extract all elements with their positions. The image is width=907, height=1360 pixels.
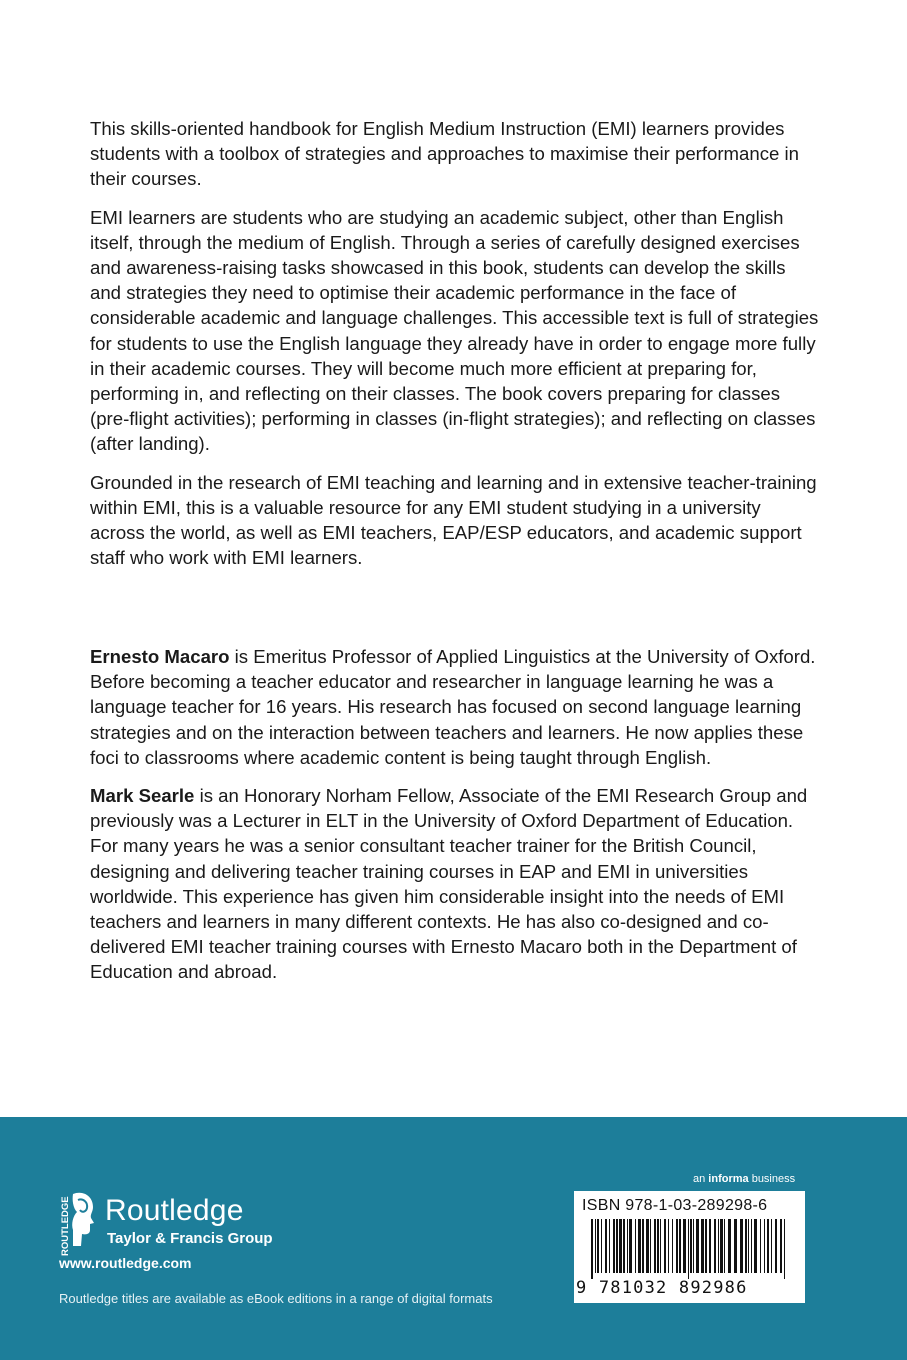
- barcode-bar: [650, 1219, 651, 1273]
- barcode-bar: [714, 1219, 716, 1273]
- barcode-bar: [696, 1219, 699, 1273]
- book-description: [90, 116, 820, 583]
- barcode-bar: [676, 1219, 678, 1273]
- barcode-bar: [679, 1219, 681, 1273]
- logo-vertical-text: ROUTLEDGE: [60, 1196, 71, 1256]
- author-bio: [90, 644, 820, 770]
- barcode-bar: [627, 1219, 628, 1273]
- barcode-bar: [654, 1219, 656, 1273]
- barcode-bar: [764, 1219, 765, 1273]
- informa-tagline: [693, 1173, 795, 1185]
- barcode-bar: [609, 1219, 610, 1273]
- barcode-bar: [601, 1219, 602, 1273]
- barcode-bar: [595, 1219, 596, 1273]
- barcode-bar: [701, 1219, 704, 1273]
- publisher-url: www.routledge.com: [59, 1255, 192, 1271]
- author-bio-text: is an Honorary Norham Fellow, Associate of the EMI Research Group and previously was a Lecturer in ELT in the University of Oxford Department of Education. For many years he was a senior consultant teacher trainer for the British Council, designing and delivering teacher training courses in EAP and EMI in universities worldwide. This experience has given him considerable insight into the needs of EMI teachers and learners in many different contexts. He has also co-designed and co-delivered EMI teacher training courses with Ernesto Macaro both in the Department of Education and abroad.: [90, 785, 808, 983]
- isbn-label: ISBN 978-1-03-289298-6: [582, 1197, 768, 1214]
- barcode-bar: [683, 1219, 686, 1273]
- barcode-bar: [751, 1219, 752, 1273]
- barcode-bar: [709, 1219, 711, 1273]
- barcode-bar: [748, 1219, 749, 1273]
- barcode-bar: [672, 1219, 673, 1273]
- author-bios: [90, 644, 820, 998]
- ebook-note: Routledge titles are available as eBook editions in a range of digital formats: [59, 1291, 493, 1306]
- barcode-bar: [646, 1219, 649, 1273]
- barcode-bar: [635, 1219, 636, 1273]
- author-name: Ernesto Macaro: [90, 646, 230, 667]
- barcode-bar: [629, 1219, 632, 1273]
- publisher-name: Routledge: [105, 1194, 244, 1227]
- barcode-bar: [720, 1219, 723, 1273]
- barcode-bar: [605, 1219, 607, 1273]
- barcode-bar: [718, 1219, 719, 1273]
- barcode-bar: [613, 1219, 615, 1273]
- barcode-bars: [577, 1219, 802, 1279]
- barcode-bar: [657, 1219, 659, 1273]
- barcode-bar: [693, 1219, 694, 1273]
- barcode-bar: [780, 1219, 782, 1273]
- barcode-bar: [638, 1219, 641, 1273]
- barcode-bar: [705, 1219, 707, 1273]
- publisher-group: Taylor & Francis Group: [107, 1230, 273, 1247]
- barcode-bar: [591, 1219, 593, 1279]
- description-paragraph: Grounded in the research of EMI teaching and learning and in extensive teacher-training within EMI, this is a valuable resource for any EMI student studying in a university across the world, as well as EMI teachers, EAP/ESP educators, and academic support staff who work with EMI learners.: [90, 471, 817, 569]
- routledge-head-logo-icon: [59, 1190, 97, 1258]
- publisher-footer: [0, 1117, 907, 1360]
- barcode-bar: [597, 1219, 599, 1273]
- author-name: Mark Searle: [90, 785, 195, 807]
- barcode-bar: [767, 1219, 769, 1273]
- barcode-bar: [660, 1219, 661, 1273]
- informa-brand: informa: [708, 1173, 749, 1185]
- author-bio-text: is Emeritus Professor of Applied Linguistics at the University of Oxford. Before becoming a teacher educator and researcher in language learning he was a language teacher for 16 years. His research has focused on second language learning strategies and on the interaction between teachers and learners. He now applies these foci to classrooms where academic content is being taught through English.: [90, 646, 816, 768]
- barcode-bar: [740, 1219, 743, 1273]
- barcode-bar: [734, 1219, 737, 1273]
- ean-digits: 9 781032 892986: [576, 1278, 748, 1298]
- barcode-bar: [745, 1219, 747, 1273]
- barcode-bar: [619, 1219, 622, 1273]
- author-bio: [90, 783, 820, 985]
- barcode-bar: [623, 1219, 625, 1273]
- barcode-bar: [771, 1219, 772, 1273]
- informa-prefix: an: [693, 1173, 709, 1185]
- barcode-bar: [724, 1219, 725, 1273]
- barcode-bar: [690, 1219, 692, 1273]
- informa-suffix: business: [748, 1173, 796, 1185]
- description-paragraph: This skills-oriented handbook for English Medium Instruction (EMI) learners provides students with a toolbox of strategies and approaches to maximise their performance in their courses.: [90, 118, 800, 190]
- barcode-bar: [664, 1219, 666, 1273]
- barcode-bar: [760, 1219, 761, 1273]
- barcode-bar: [754, 1219, 757, 1273]
- barcode-bar: [642, 1219, 644, 1273]
- barcode-bar: [775, 1219, 777, 1273]
- barcode-bar: [688, 1219, 689, 1279]
- barcode-bar: [728, 1219, 731, 1273]
- description-paragraph: EMI learners are students who are studying an academic subject, other than English itself, through the medium of English. Through a series of carefully designed exercises and awareness-raising tasks showcased in this book, students can develop the skills and strategies they need to optimise their academic performance in the face of considerable academic and language challenges. This accessible text is full of strategies for students to use the English language they already have in order to engage more fully in their academic courses. They will become much more efficient at preparing for, performing in, and reflecting on their classes. The book covers preparing for classes (pre-flight activities); performing in classes (in-flight strategies); and reflecting on classes (after landing).: [90, 206, 819, 455]
- barcode-bar: [784, 1219, 785, 1279]
- barcode-bar: [616, 1219, 618, 1273]
- barcode-bar: [668, 1219, 669, 1273]
- isbn-barcode: [574, 1191, 805, 1303]
